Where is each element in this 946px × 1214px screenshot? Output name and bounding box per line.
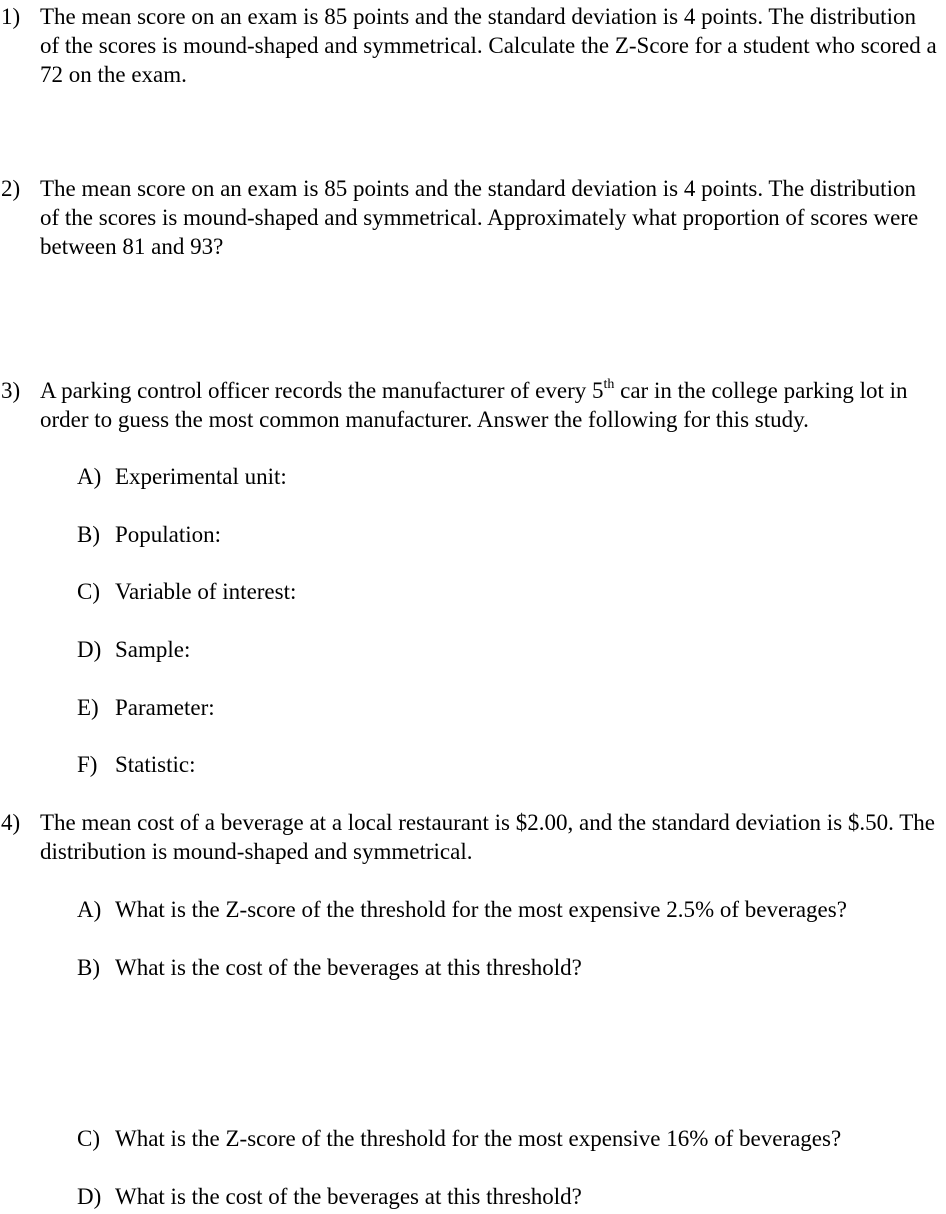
part-letter: E) (77, 695, 99, 720)
part-letter: C) (77, 579, 100, 604)
part-letter: C) (77, 1126, 100, 1151)
part-text: Variable of interest: (115, 579, 297, 604)
part-letter: D) (77, 637, 102, 662)
question-4-part-a (77, 895, 847, 924)
ordinal-number: 5 (591, 378, 604, 403)
question-1-number: 1) (1, 4, 21, 29)
part-letter: A) (77, 897, 102, 922)
question-3-part-a (77, 462, 287, 491)
question-2-number: 2) (1, 176, 21, 201)
question-4-part-c (77, 1124, 841, 1153)
question-4-text: The mean cost of a beverage at a local restaurant is $2.00, and the standard deviation is $.50. The distribution is mound-shaped and symmetrical. (40, 810, 935, 864)
question-3-part-f (77, 750, 196, 779)
part-letter: B) (77, 955, 100, 980)
part-letter: F) (77, 752, 98, 777)
question-3-text-start: A parking control officer records the manufacturer of every (40, 378, 592, 403)
part-text: Parameter: (115, 695, 215, 720)
part-text: What is the cost of the beverages at this threshold? (115, 1184, 582, 1209)
question-3-part-c (77, 577, 296, 606)
question-4-part-b (77, 953, 582, 982)
part-text: Population: (115, 522, 222, 547)
part-letter: D) (77, 1184, 102, 1209)
question-3-part-b (77, 520, 221, 549)
question-3-part-e (77, 693, 215, 722)
question-1-text: The mean score on an exam is 85 points and the standard deviation is 4 points. The distribution of the scores is mound-shaped and symmetrical. Calculate the Z-Score for a student who scored a 72 on the exam. (40, 4, 937, 87)
part-text: What is the Z-score of the threshold for the most expensive 2.5% of beverages? (115, 897, 847, 922)
question-4-part-d (77, 1182, 582, 1211)
part-text: Experimental unit: (115, 464, 287, 489)
part-text: Statistic: (115, 752, 196, 777)
part-text: What is the Z-score of the threshold for the most expensive 16% of beverages? (115, 1126, 842, 1151)
part-text: Sample: (115, 637, 191, 662)
question-4-number: 4) (1, 810, 21, 835)
question-3-text-end: car in the college parking lot in order to guess the most common manufacturer. Answer the following for this study. (40, 378, 908, 432)
ordinal-suffix: th (603, 377, 615, 393)
question-3-number: 3) (1, 378, 21, 403)
part-letter: A) (77, 464, 102, 489)
question-3-part-d (77, 635, 190, 664)
question-3-text (40, 376, 940, 434)
question-2-text: The mean score on an exam is 85 points and the standard deviation is 4 points. The distribution of the scores is mound-shaped and symmetrical. Approximately what proportion of scores were between 81 and 93? (40, 176, 919, 259)
part-text: What is the cost of the beverages at this threshold? (115, 955, 582, 980)
part-letter: B) (77, 522, 100, 547)
